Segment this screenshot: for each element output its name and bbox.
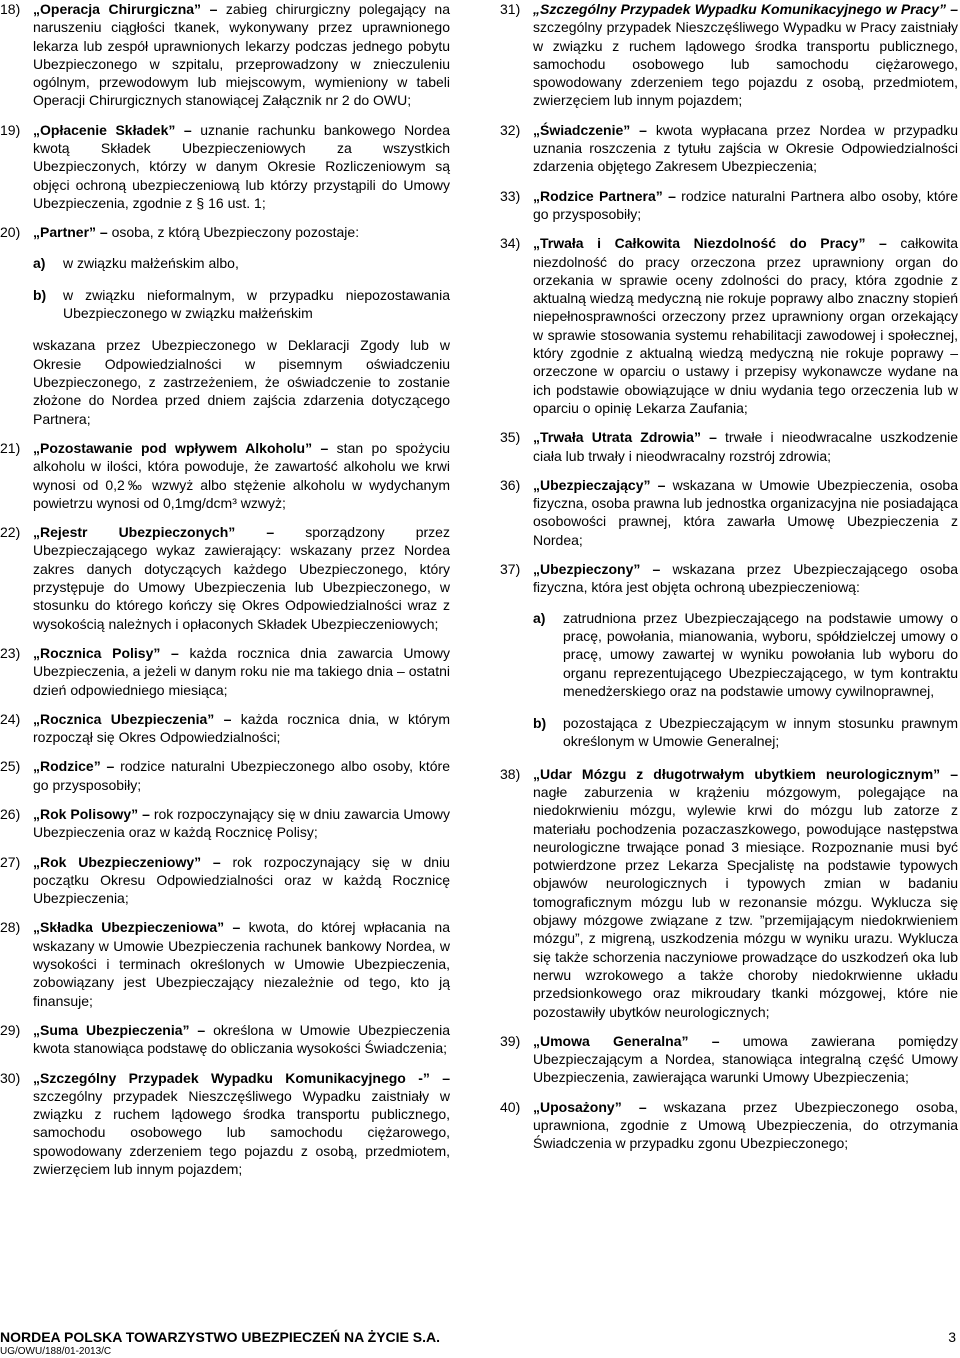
definition-term: Partner — [40, 224, 90, 241]
sub-item-text: pozostająca z Ubezpieczającym w innym stosunku prawnym określonym w Umowie Generalnej; — [563, 715, 958, 750]
definition-body — [33, 0, 450, 110]
term-quote-close: ” – — [182, 1021, 206, 1038]
term-quote-open: „ — [33, 758, 40, 775]
definition-text: nagłe zaburzenia w krążeniu mózgowym, polegające na niedokrwieniu mózgu, wylewie krwi do mózgu lub zatorze z materiału pochodzenia pozaczaszkowego, powodujące następstwa neurologiczne trwające ponad 3 miesiące. Rozpoznanie musi być potwierdzone przez Lekarza Specjalistę na podstawie typowych objawów neurologicznych i typowych zmian w badaniu tomograficznym mózgu lub w rezonansie mózgu. Wyklucza się objawy mózgowe związane z tzw. ”przemijającym niedokrwieniem mózgu”, z migreną, uszkodzenia mózgu w wyniku urazu. Wyklucza się także schorzenia naczyniowe prowadzące do uszkodzeń oka lub nerwu wzrokowego a także choroby niedokrwienne układu przedsionkowego oraz mikroudary tkanki mózgowej, które nie pozostawiły ubytków neurologicznych; — [533, 783, 958, 1020]
definition-text: szczególny przypadek Nieszczęśliwego Wypadku zaistniały w związku z ruchem lądowego środka transportu publicznego, samochodu osobowego lub samochodu ciężarowego, spowodowany zderzeniem tego pojazdu z osobą, przedmiotem, zwierzęciem lub innym pojazdem; — [33, 1087, 450, 1178]
definition-text: sporządzony przez Ubezpieczającego wykaz zawierający: wskazany przez Nordea zakres danych dotyczących każdego Ubezpieczonego, który przystępuje do Umowy Ubezpieczenia lub Ubezpieczonego, w stosunku do którego kończy się Okres Odpowiedzialności wraz z wysokością należnych i opłaconych Składek Ubezpieczeniowych; — [33, 524, 450, 632]
term-quote-open: „ — [533, 561, 540, 578]
term-quote-open: „ — [533, 235, 540, 252]
definition-body — [533, 0, 958, 110]
definition-term: Umowa Generalna — [540, 1032, 682, 1049]
definition-body — [33, 523, 450, 633]
definition-body — [33, 121, 450, 212]
sub-item — [33, 254, 450, 272]
definition-item — [0, 439, 450, 512]
definition-text: wskazana przez Ubezpieczonego osoba, uprawniona, zgodnie z Umową Ubezpieczenia, do otrzymania Świadczenia w przypadku zgonu Ubezpieczonego; — [533, 1098, 958, 1152]
term-quote-close: ” – — [131, 805, 150, 822]
definition-number: 25) — [0, 758, 21, 775]
term-quote-open: „ — [33, 1069, 40, 1086]
definition-item — [0, 710, 450, 747]
term-quote-close: ” – — [681, 1032, 720, 1049]
definition-number: 27) — [0, 853, 21, 870]
term-quote-close: ” – — [93, 758, 115, 775]
term-quote-close: ” – — [228, 524, 275, 541]
definition-item — [0, 1021, 450, 1058]
term-quote-close: ” – — [217, 919, 241, 936]
definition-body — [533, 187, 958, 224]
term-quote-open: „ — [33, 805, 40, 822]
definition-number: 21) — [0, 439, 21, 456]
definition-text: wskazana w Umowie Ubezpieczenia, osoba fizyczna, osoba prawna lub jednostka organizacyjna nie posiadająca osobowości prawnej, która zawarła Umowę Ubezpieczenia z Nordea; — [533, 476, 958, 548]
term-quote-open: „ — [533, 1032, 540, 1049]
term-quote-close: ” – — [207, 710, 232, 727]
term-quote-close: ” – — [168, 121, 192, 138]
term-quote-close: ” – — [422, 1069, 450, 1086]
definition-item — [0, 918, 450, 1009]
definition-text: wskazana przez Ubezpieczającego osoba fizyczna, która jest objęta ochroną ubezpieczeniową: — [533, 561, 958, 596]
definition-item — [500, 560, 958, 751]
definition-body — [33, 918, 450, 1009]
definition-body — [33, 757, 450, 794]
definition-text: rok rozpoczynający się w dniu zawarcia Umowy Ubezpieczenia oraz w każdą Rocznicę Polisy; — [33, 805, 450, 841]
definition-term: Rok Ubezpieczeniowy — [40, 853, 195, 870]
definition-text: rodzice naturalni Ubezpieczonego albo osoby, które go przysposobiły; — [33, 758, 450, 793]
definition-body — [533, 121, 958, 176]
definition-text: każda rocznica dnia, w którym rozpoczął się Okres Odpowiedzialności; — [33, 710, 451, 746]
term-quote-open: „ — [533, 1, 540, 17]
definition-term: Ubezpieczony — [540, 561, 634, 578]
definition-term: Trwała Utrata Zdrowia — [540, 429, 694, 446]
definition-item — [0, 757, 450, 794]
term-quote-close: ” – — [89, 224, 108, 241]
definition-item — [0, 853, 450, 908]
definition-item — [0, 523, 450, 633]
definition-term: Rodzice — [40, 758, 94, 775]
definition-number: 33) — [500, 187, 521, 204]
sub-item — [533, 609, 958, 700]
definition-item — [500, 1098, 958, 1153]
definition-text: całkowita niezdolność do pracy orzeczona przez uprawniony organ do orzekania w sprawie oceny zdolności do pracy, która zgodnie z aktualną wiedzą medyczną nie rokuje poprawy albo znaczny stopień niepełnosprawności orzeczony przez uprawniony organ orzekający w sprawie stosowania systemu rehabilitacji zawodowej i społecznej, który zgodnie z aktualną wiedzą medyczną nie rokuje poprawy – orzeczone w oparciu o ustawy i przepisy wykonawcze wydane na ich podstawie obowiązujące w dniu wydania tego orzeczenia lub w oparciu o opinię Lekarza Zaufania; — [533, 235, 958, 416]
term-quote-close: ” – — [153, 644, 179, 661]
definition-term: Rejestr Ubezpieczonych — [40, 524, 229, 541]
definition-item — [0, 644, 450, 699]
term-quote-close: ” – — [633, 561, 661, 578]
definition-text: kwota, do której wpłacania na wskazany w Umowie Ubezpieczenia rachunek bankowy Nordea, w wysokości i terminach określonych w Umowie Ubezpieczenia, zobowiązany jest Ubezpieczający niezależnie od tego, kto ją finansuje; — [33, 919, 450, 1009]
definition-term: Składka Ubezpieczeniowa — [40, 919, 218, 936]
definition-term: Rocznica Polisy — [40, 644, 154, 661]
definition-item — [500, 0, 958, 110]
term-quote-open: „ — [533, 765, 540, 782]
sub-item — [33, 286, 450, 323]
definition-term: Suma Ubezpieczenia — [40, 1021, 183, 1038]
sub-item-letter: a) — [33, 254, 46, 271]
definition-number: 32) — [500, 121, 521, 138]
definition-number: 19) — [0, 121, 21, 138]
term-quote-close: ” – — [194, 853, 221, 870]
definition-text: uznanie rachunku bankowego Nordea kwotą Składek Ubezpieczeniowych za wszystkich Ubezpieczonych, którzy w danym Okresie Rozliczeniowym są objęci ochroną ubezpieczeniową lub którzy przystąpili do Umowy Ubezpieczenia, zgodnie z § 16 ust. 1; — [33, 121, 450, 211]
definition-item — [500, 234, 958, 417]
definition-body — [533, 476, 958, 549]
definition-term: Uposażony — [540, 1098, 615, 1115]
definition-term: Świadczenie — [540, 121, 624, 138]
right-column — [500, 0, 958, 1164]
term-quote-open: „ — [33, 121, 40, 138]
definition-item — [500, 1032, 958, 1087]
definition-term: Trwała i Całkowita Niezdolność do Pracy — [540, 235, 859, 252]
sub-item-text: w związku małżeńskim albo, — [63, 254, 239, 271]
term-quote-open: „ — [33, 1, 40, 17]
definition-text: kwota wypłacana przez Nordea w przypadku uznania roszczenia z tytułu zajścia w Okresie Odpowiedzialności zdarzenia objętego Zakresem Ubezpieczenia; — [533, 121, 958, 175]
definition-number: 20) — [0, 224, 21, 241]
definition-text: zabieg chirurgiczny polegający na naruszeniu ciągłości tkanek, wykonywany przez uprawnionego lekarza lub zespół uprawnionych lekarzy podczas jednego pobytu Ubezpieczonego w szpitalu, przeprowadzony w znieczuleniu ogólnym, przewodowym lub miejscowym, wymieniony w tabeli Operacji Chirurgicznych stanowiącej Załącznik nr 2 do OWU; — [33, 1, 450, 109]
definition-body — [533, 560, 958, 597]
definition-item — [500, 187, 958, 224]
definition-number: 29) — [0, 1021, 21, 1038]
term-quote-open: „ — [33, 224, 40, 241]
definition-text: rodzice naturalni Partnera albo osoby, które go przysposobiły; — [533, 187, 958, 222]
definition-term: Rodzice Partnera — [540, 187, 656, 204]
sub-item — [533, 714, 958, 751]
term-quote-open: „ — [533, 1098, 540, 1115]
definition-body — [33, 853, 450, 908]
term-quote-open: „ — [33, 524, 40, 541]
definition-text: osoba, z którą Ubezpieczony pozostaje: — [107, 224, 360, 241]
page-number: 3 — [948, 1329, 956, 1345]
term-quote-close: ” – — [194, 1, 218, 17]
definition-item — [0, 1069, 450, 1179]
term-quote-open: „ — [33, 710, 40, 727]
definition-term: Udar Mózgu z długotrwałym ubytkiem neurologicznym — [540, 765, 934, 782]
definition-item — [500, 765, 958, 1021]
definition-number: 34) — [500, 235, 521, 252]
sub-item-text: w związku nieformalnym, w przypadku niepozostawania Ubezpieczonego w związku małżeńskim — [63, 286, 450, 322]
footer-company-name: NORDEA POLSKA TOWARZYSTWO UBEZPIECZEŃ NA ŻYCIE S.A. — [0, 1329, 440, 1345]
definition-body — [533, 1098, 958, 1153]
term-quote-open: „ — [533, 476, 540, 493]
definition-text: umowa zawierana pomiędzy Ubezpieczającym a Nordea, stanowiąca integralną część Umowy Ubezpieczenia, zawierająca warunki Umowy Ubezpieczenia; — [533, 1032, 959, 1086]
term-quote-close: ” – — [693, 429, 717, 446]
footer-document-code: UG/OWU/188/01-2013/C — [0, 1346, 112, 1357]
definition-number: 36) — [500, 476, 521, 493]
term-quote-open: „ — [533, 429, 540, 446]
term-quote-close: ” – — [933, 765, 958, 782]
definition-number: 39) — [500, 1032, 521, 1049]
definition-item — [0, 223, 450, 428]
term-quote-open: „ — [533, 187, 540, 204]
definition-body — [33, 439, 450, 512]
definition-body — [33, 710, 450, 747]
term-quote-close: ” – — [623, 121, 647, 138]
definition-term: Opłacenie Składek — [40, 121, 169, 138]
definition-body — [33, 1069, 450, 1179]
definition-body — [533, 428, 958, 465]
term-quote-open: „ — [33, 1021, 40, 1038]
definition-body — [33, 1021, 450, 1058]
definition-text: rok rozpoczynający się w dniu początku Okresu Odpowiedzialności oraz w każdą Rocznicę Ubezpieczenia; — [33, 853, 450, 907]
term-quote-open: „ — [33, 439, 40, 456]
definition-term: Pozostawanie pod wpływem Alkoholu — [40, 439, 306, 456]
definition-number: 38) — [500, 765, 521, 782]
definition-number: 31) — [500, 1, 521, 17]
definition-term: Szczególny Przypadek Wypadku Komunikacyjnego w Pracy — [540, 1, 939, 17]
definition-number: 40) — [500, 1098, 521, 1115]
definition-term: Rok Polisowy — [40, 805, 132, 822]
definition-body — [33, 644, 450, 699]
definition-term: Operacja Chirurgiczna — [40, 1, 195, 17]
left-column — [0, 0, 450, 1189]
definition-body — [33, 223, 450, 241]
definition-body — [533, 1032, 958, 1087]
definition-item — [0, 121, 450, 212]
definition-number: 22) — [0, 524, 21, 541]
definition-text: trwałe i nieodwracalne uszkodzenie ciała lub trwały i nieodwracalny rozstrój zdrowia; — [533, 429, 959, 464]
term-quote-open: „ — [33, 644, 40, 661]
definition-body — [533, 765, 958, 1021]
definition-number: 30) — [0, 1069, 21, 1086]
term-quote-open: „ — [33, 919, 40, 936]
definition-item — [0, 805, 450, 842]
sub-item-letter: b) — [533, 715, 547, 732]
term-quote-close: ” – — [643, 476, 666, 493]
definition-term: Szczególny Przypadek Wypadku Komunikacyjnego - — [40, 1069, 423, 1086]
definition-item — [500, 476, 958, 549]
definition-item — [500, 428, 958, 465]
definition-text: każda rocznica dnia zawarcia Umowy Ubezpieczenia, a jeżeli w danym roku nie ma takiego dnia – ostatni dzień odpowiedniego miesiąca; — [33, 644, 450, 698]
definition-number: 18) — [0, 1, 21, 17]
definition-continuation: wskazana przez Ubezpieczonego w Deklaracji Zgody lub w Okresie Odpowiedzialności w pisemnym oświadczeniu Ubezpieczonego, z zastrzeżeniem, że oświadczenie to zostanie złożone do Nordea przed dniem zajścia zdarzenia dotyczącego Partnera; — [33, 337, 450, 427]
definition-number: 28) — [0, 919, 21, 936]
term-quote-close: ” – — [858, 235, 887, 252]
definition-number: 24) — [0, 710, 21, 727]
definition-item — [0, 0, 450, 110]
term-quote-close: ” – — [614, 1098, 647, 1115]
sub-item-letter: b) — [33, 286, 47, 303]
definition-term: Rocznica Ubezpieczenia — [40, 710, 208, 727]
definition-number: 35) — [500, 429, 521, 446]
definition-text: stan po spożyciu alkoholu w ilości, która powoduje, że zawartość alkoholu we krwi wynosi od 0,2‰ wzwyż albo stężenie alkoholu w wydychanym powietrzu wynosi od 0,1mg/dcm³ wzwyż; — [33, 439, 450, 511]
term-quote-close: ” – — [305, 439, 329, 456]
term-quote-close: ” – — [655, 187, 676, 204]
definition-term: Ubezpieczający — [540, 476, 644, 493]
sub-item-letter: a) — [533, 609, 546, 626]
term-quote-open: „ — [533, 121, 540, 138]
definition-number: 37) — [500, 561, 521, 578]
sub-item-text: zatrudniona przez Ubezpieczającego na podstawie umowy o pracę, powołania, mianowania, wyboru, spółdzielczej umowy o pracę, umowy zawartej w wyniku powołania lub wyboru do organu reprezentującego Ubezpieczającego, w tym kontraktu menedżerskiego oraz na podstawie umowy cywilnoprawnej, — [563, 609, 958, 699]
term-quote-close: ” – — [938, 1, 958, 17]
definition-text: szczególny przypadek Nieszczęśliwego Wypadku w Pracy zaistniały w związku z ruchem lądowego środka transportu publicznego, samochodu osobowego lub samochodu ciężarowego, spowodowany zderzeniem tego pojazdu z osobą, przedmiotem, zwierzęciem lub innym pojazdem; — [533, 19, 958, 109]
definition-body — [533, 234, 958, 417]
definition-body — [33, 805, 450, 842]
definition-item — [500, 121, 958, 176]
definition-number: 26) — [0, 805, 21, 822]
definition-number: 23) — [0, 644, 21, 661]
definition-text: określona w Umowie Ubezpieczenia kwota stanowiąca podstawę do obliczania wysokości Świadczenia; — [33, 1021, 450, 1057]
term-quote-open: „ — [33, 853, 40, 870]
